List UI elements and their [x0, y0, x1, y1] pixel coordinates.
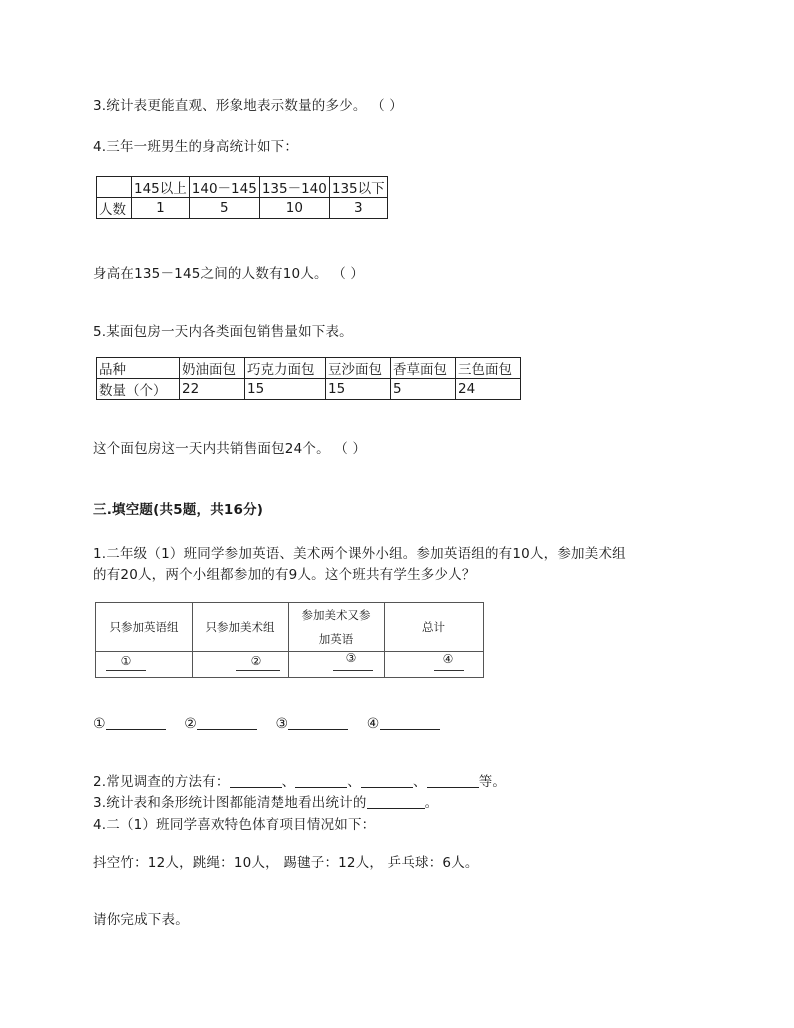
table-cell: 品种: [97, 358, 180, 379]
header-only-art: 只参加美术组: [205, 620, 275, 634]
answer-blank-4[interactable]: [380, 716, 440, 730]
separator: 、: [347, 774, 361, 790]
answer-underline: [236, 670, 280, 671]
marker-3: ③: [345, 651, 357, 665]
fill-question-3-suffix: 。: [424, 795, 439, 811]
answer-blank-2[interactable]: [197, 716, 257, 730]
answer-marker-2: ②: [184, 716, 198, 732]
height-table: [96, 176, 388, 219]
method-blank-1[interactable]: [230, 774, 282, 788]
answer-blank-1[interactable]: [106, 716, 166, 730]
fill-question-1-line-2: 的有20人，两个小组都参加的有9人。这个班共有学生多少人？: [93, 567, 476, 583]
judge-question-4-statement: 身高在135－145之间的人数有10人。 （ ）: [93, 266, 365, 282]
table-cell: 奶油面包: [180, 358, 245, 379]
judge-question-5-statement: 这个面包房这一天内共销售面包24个。 （ ）: [93, 441, 367, 457]
method-blank-4[interactable]: [427, 774, 479, 788]
judge-question-3: 3.统计表更能直观、形象地表示数量的多少。 （ ）: [93, 98, 403, 114]
header-only-english: 只参加英语组: [109, 620, 179, 634]
table-cell: 140－145: [189, 177, 259, 198]
table-row: [97, 177, 388, 198]
header-total: 总计: [422, 620, 445, 634]
stat-blank[interactable]: [367, 795, 425, 809]
table-cell: 145以上: [132, 177, 190, 198]
fill-question-3: [93, 791, 438, 811]
table-cell: 15: [245, 379, 326, 400]
table-cell: 135以下: [329, 177, 387, 198]
table-cell: 巧克力面包: [245, 358, 326, 379]
table-cell: 数量（个）: [97, 379, 180, 400]
answer-blanks-row: [93, 716, 440, 732]
answer-underline: [333, 670, 373, 671]
table-cell: [97, 177, 132, 198]
answer-marker-1: ①: [93, 716, 106, 732]
table-cell: 22: [180, 379, 245, 400]
table-row: [97, 379, 521, 400]
fill-question-1-line-1: 1.二年级（1）班同学参加英语、美术两个课外小组。参加英语组的有10人，参加美术组: [93, 546, 626, 562]
table-row: [97, 198, 388, 219]
answer-underline: [434, 670, 464, 671]
table-cell: 135－140: [259, 177, 329, 198]
answer-marker-3: ③: [275, 716, 289, 732]
table-cell: 1: [132, 198, 190, 219]
fill-question-3-text: 3.统计表和条形统计图都能清楚地看出统计的: [93, 795, 367, 811]
row-divider: [96, 651, 483, 652]
fill-question-2: [93, 770, 506, 790]
group-answer-table: [95, 602, 484, 678]
separator: 、: [281, 774, 296, 790]
table-cell: 5: [189, 198, 259, 219]
fill-question-2-suffix: 等。: [478, 774, 507, 790]
fill-question-4-data: 抖空竹：12人，跳绳：10人， 踢毽子：12人， 乒乓球：6人。: [93, 855, 479, 871]
fill-question-2-text: 2.常见调查的方法有：: [93, 774, 230, 790]
header-both-line-2: 加英语: [318, 632, 354, 646]
table-cell: 人数: [97, 198, 132, 219]
table-cell: 15: [326, 379, 391, 400]
answer-marker-4: ④: [366, 716, 380, 732]
marker-1: ①: [120, 654, 132, 668]
header-both-line-1: 参加美术又参: [301, 608, 371, 622]
judge-question-5-title: 5.某面包房一天内各类面包销售量如下表。: [93, 324, 353, 340]
method-blank-2[interactable]: [295, 774, 347, 788]
bread-table: [96, 357, 521, 400]
fill-question-4-title: 4.二（1）班同学喜欢特色体育项目情况如下：: [93, 817, 376, 833]
table-cell: 香草面包: [391, 358, 456, 379]
table-cell: 豆沙面包: [326, 358, 391, 379]
table-row: [97, 358, 521, 379]
table-cell: 24: [456, 379, 521, 400]
table-cell: 三色面包: [456, 358, 521, 379]
judge-question-4-title: 4.三年一班男生的身高统计如下：: [93, 139, 299, 155]
marker-2: ②: [250, 654, 262, 668]
table-cell: 10: [259, 198, 329, 219]
separator: 、: [413, 774, 427, 790]
answer-blank-3[interactable]: [288, 716, 348, 730]
section-title: 三.填空题(共5题，共16分): [93, 502, 264, 518]
table-cell: 5: [391, 379, 456, 400]
marker-4: ④: [442, 652, 454, 666]
answer-underline: [106, 670, 146, 671]
fill-question-4-instruction: 请你完成下表。: [93, 912, 189, 928]
table-cell: 3: [329, 198, 387, 219]
method-blank-3[interactable]: [361, 774, 413, 788]
